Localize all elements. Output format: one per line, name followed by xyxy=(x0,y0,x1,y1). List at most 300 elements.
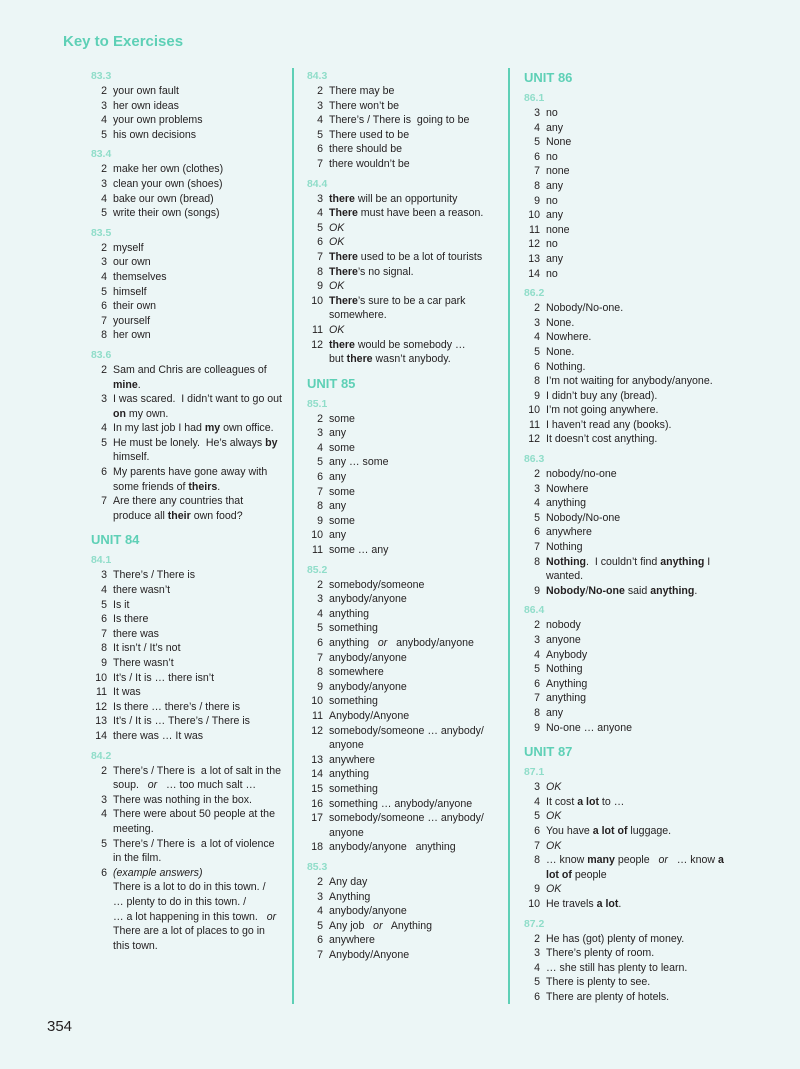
answer-text: there was xyxy=(113,627,159,640)
answer-text: There won’t be xyxy=(329,99,400,112)
answer-item xyxy=(524,853,727,882)
answer-text: any xyxy=(546,209,564,222)
exercise-heading: 84.1 xyxy=(91,555,112,567)
answer-number: 13 xyxy=(95,715,107,728)
answer-text: It cost a lot to … xyxy=(546,795,625,808)
answer-text: somebody/someone … anybody/ anyone xyxy=(329,812,487,839)
answer-number: 6 xyxy=(101,300,107,313)
answer-item xyxy=(524,633,724,648)
answer-item xyxy=(524,780,724,795)
answer-text: None. xyxy=(546,345,575,358)
answer-item xyxy=(307,797,497,812)
answer-text: some xyxy=(329,485,355,498)
answer-text: there wasn’t xyxy=(113,584,171,597)
answer-number xyxy=(91,910,107,925)
answer-item xyxy=(307,621,497,636)
answer-text: You have a lot of luggage. xyxy=(546,824,672,837)
answer-number: 4 xyxy=(534,331,540,344)
answer-item xyxy=(91,837,283,866)
answer-text: yourself xyxy=(113,314,151,327)
answer-number: 10 xyxy=(311,529,323,542)
answer-text: but there wasn’t anybody. xyxy=(329,353,451,366)
answer-text: make her own (clothes) xyxy=(113,163,224,176)
answer-item xyxy=(524,662,724,677)
answer-number: 2 xyxy=(317,578,323,591)
answer-number: 8 xyxy=(101,642,107,655)
answer-number: 5 xyxy=(534,663,540,676)
answer-number: 3 xyxy=(317,593,323,606)
answer-item xyxy=(91,714,283,729)
answer-text: himself xyxy=(113,285,147,298)
answer-text: Anything xyxy=(546,677,588,690)
answer-item xyxy=(524,374,724,389)
answer-text: some xyxy=(329,412,355,425)
answer-item xyxy=(307,279,497,294)
answer-number: 6 xyxy=(534,824,540,837)
answer-number: 6 xyxy=(534,990,540,1003)
answer-text: no xyxy=(546,150,558,163)
answer-item xyxy=(524,691,724,706)
answer-number: 10 xyxy=(311,695,323,708)
answer-number: 5 xyxy=(101,285,107,298)
answer-item xyxy=(91,206,283,221)
exercise-heading: 87.2 xyxy=(524,918,545,930)
answer-item xyxy=(524,179,724,194)
answer-text: … she still has plenty to learn. xyxy=(546,961,688,974)
answer-item xyxy=(91,465,283,494)
answer-text: Is there … there’s / there is xyxy=(113,700,240,713)
answer-item xyxy=(524,237,724,252)
answer-text: there should be xyxy=(329,143,403,156)
answer-item xyxy=(91,392,283,421)
answer-item xyxy=(307,753,497,768)
answer-item xyxy=(307,113,497,128)
answer-number: 4 xyxy=(101,422,107,435)
answer-text: any … some xyxy=(329,456,389,469)
exercise-heading: 83.5 xyxy=(91,227,112,239)
answer-text: It doesn’t cost anything. xyxy=(546,433,658,446)
answer-text: anybody/anyone anything xyxy=(329,841,456,854)
answer-text: There used to be a lot of tourists xyxy=(329,250,483,263)
answer-item xyxy=(91,685,283,700)
answer-item xyxy=(307,528,497,543)
answer-text: anything xyxy=(329,607,370,620)
answer-item xyxy=(91,910,283,925)
answer-number: 4 xyxy=(317,441,323,454)
answer-item xyxy=(307,636,497,651)
exercise-heading: 84.4 xyxy=(307,178,328,190)
answer-text: There is plenty to see. xyxy=(546,976,651,989)
answer-number: 3 xyxy=(101,393,107,406)
answer-text: OK xyxy=(546,781,562,794)
answer-text: OK xyxy=(329,221,345,234)
answer-text: themselves xyxy=(113,270,167,283)
answer-number: 6 xyxy=(317,934,323,947)
answer-item xyxy=(307,767,497,782)
answer-item xyxy=(524,418,724,433)
answer-item xyxy=(307,592,497,607)
answer-text: no xyxy=(546,267,558,280)
answer-number: 10 xyxy=(528,404,540,417)
answer-item xyxy=(91,880,283,895)
answer-text: I’m not waiting for anybody/anyone. xyxy=(546,375,713,388)
answer-column-3 xyxy=(524,70,727,1004)
answer-number: 6 xyxy=(317,236,323,249)
answer-text: anybody/anyone xyxy=(329,680,407,693)
answer-item xyxy=(91,128,283,143)
answer-item xyxy=(524,839,724,854)
answer-text: There’s / There is xyxy=(113,569,196,582)
answer-number: 4 xyxy=(534,497,540,510)
answer-text: nobody xyxy=(546,619,581,632)
answer-number: 2 xyxy=(101,241,107,254)
answer-number: 5 xyxy=(101,837,107,850)
answer-item xyxy=(524,316,724,331)
answer-number: 2 xyxy=(317,875,323,888)
column-divider xyxy=(508,68,510,1004)
answer-text: I’m not going anywhere. xyxy=(546,404,659,417)
exercise-heading: 84.2 xyxy=(91,750,112,762)
answer-number: 5 xyxy=(317,622,323,635)
answer-text: There must have been a reason. xyxy=(329,207,484,220)
answer-number: 4 xyxy=(534,121,540,134)
answer-number: 2 xyxy=(534,468,540,481)
answer-text: Nowhere xyxy=(546,482,589,495)
answer-item xyxy=(91,895,283,910)
answer-text: Nothing. xyxy=(546,360,586,373)
answer-item xyxy=(307,441,497,456)
answer-item xyxy=(524,555,724,584)
answer-item xyxy=(307,250,497,265)
answer-number: 12 xyxy=(528,238,540,251)
answer-item xyxy=(307,709,497,724)
exercise-heading: 87.1 xyxy=(524,767,545,779)
answer-text: There’s / There is a lot of violence in the film. xyxy=(113,837,278,865)
answer-number: 3 xyxy=(534,316,540,329)
answer-number: 11 xyxy=(96,686,107,699)
answer-text: There was nothing in the box. xyxy=(113,793,252,806)
answer-number: 5 xyxy=(317,221,323,234)
answer-number: 5 xyxy=(534,810,540,823)
answer-item xyxy=(307,412,497,427)
exercise-heading: 85.1 xyxy=(307,398,328,410)
answer-text: OK xyxy=(329,236,345,249)
answer-item xyxy=(307,694,497,709)
answer-number: 4 xyxy=(317,607,323,620)
answer-number: 3 xyxy=(534,107,540,119)
answer-number: 7 xyxy=(101,495,107,508)
answer-item xyxy=(307,543,497,558)
answer-text: It’s / It is … there isn’t xyxy=(113,671,215,684)
answer-item xyxy=(91,421,283,436)
answer-item xyxy=(91,84,283,99)
answer-number: 4 xyxy=(101,114,107,127)
answer-item xyxy=(91,671,283,686)
answer-number: 16 xyxy=(311,797,323,810)
answer-text: some xyxy=(329,514,355,527)
answer-item xyxy=(91,270,283,285)
answer-number: 2 xyxy=(317,85,323,97)
answer-item xyxy=(307,651,497,666)
exercise-heading: 86.2 xyxy=(524,288,545,300)
answer-text: no xyxy=(546,107,558,119)
answer-text: anybody/anyone xyxy=(329,593,407,606)
answer-text: It’s / It is … There’s / There is xyxy=(113,715,250,728)
answer-text: any xyxy=(546,706,564,719)
answer-number: 11 xyxy=(529,223,540,236)
answer-text: some … any xyxy=(329,544,389,557)
answer-item xyxy=(307,235,497,250)
exercise-heading: 86.1 xyxy=(524,93,545,104)
answer-text: anything xyxy=(546,692,587,705)
answer-item xyxy=(524,208,724,223)
answer-number: 7 xyxy=(317,651,323,664)
answer-number: 7 xyxy=(317,948,323,961)
answer-text: None. xyxy=(546,316,575,329)
answer-number: 5 xyxy=(101,128,107,141)
answer-number: 4 xyxy=(101,270,107,283)
answer-item xyxy=(91,285,283,300)
answer-text: your own fault xyxy=(113,85,179,97)
answer-item xyxy=(91,363,283,392)
answer-number: 12 xyxy=(311,338,323,351)
answer-number: 4 xyxy=(317,207,323,220)
answer-item xyxy=(524,403,724,418)
answer-text: write their own (songs) xyxy=(113,207,220,220)
answer-item xyxy=(524,882,724,897)
answer-number: 7 xyxy=(534,541,540,554)
answer-item xyxy=(524,677,724,692)
answer-text: Anybody/Anyone xyxy=(329,709,410,722)
answer-text: anybody/anyone xyxy=(329,651,407,664)
answer-number: 7 xyxy=(317,485,323,498)
answer-number: 9 xyxy=(534,721,540,734)
answer-text: Nobody/No-one xyxy=(546,511,621,524)
answer-text: He travels a lot. xyxy=(546,897,622,910)
answer-text: none xyxy=(546,165,570,178)
answer-number: 5 xyxy=(317,128,323,141)
answer-item xyxy=(91,793,283,808)
answer-number: 11 xyxy=(529,418,540,431)
answer-number: 9 xyxy=(534,883,540,896)
answer-item xyxy=(91,627,283,642)
answer-number: 2 xyxy=(317,412,323,425)
answer-text: there wouldn’t be xyxy=(329,157,410,170)
answer-item xyxy=(307,323,497,338)
answer-number: 3 xyxy=(534,482,540,495)
answer-number: 6 xyxy=(534,677,540,690)
answer-number: 3 xyxy=(534,634,540,646)
answer-text: myself xyxy=(113,241,144,254)
answer-item xyxy=(524,106,724,121)
answer-text: some xyxy=(329,441,355,454)
answer-number: 5 xyxy=(317,456,323,469)
answer-number: 7 xyxy=(534,839,540,852)
answer-item xyxy=(91,583,283,598)
answer-item xyxy=(524,345,724,360)
answer-item xyxy=(307,294,497,323)
answer-item xyxy=(524,932,724,947)
answer-item xyxy=(91,494,283,523)
answer-item xyxy=(91,729,283,744)
answer-item xyxy=(307,426,497,441)
answer-item xyxy=(91,598,283,613)
answer-text: Nowhere. xyxy=(546,331,592,344)
answer-text: Nothing xyxy=(546,663,583,676)
page-title: Key to Exercises xyxy=(63,33,184,50)
answer-item xyxy=(91,177,283,192)
answer-text: something xyxy=(329,622,378,635)
answer-text: OK xyxy=(329,323,345,336)
answer-item xyxy=(91,807,283,836)
answer-text: any xyxy=(329,529,347,542)
answer-item xyxy=(524,467,724,482)
answer-number: 6 xyxy=(101,866,107,879)
answer-item xyxy=(91,866,283,881)
answer-number: 13 xyxy=(311,753,323,766)
answer-column-1 xyxy=(91,70,283,953)
answer-number: 2 xyxy=(101,363,107,376)
answer-text: your own problems xyxy=(113,114,203,127)
answer-text: OK xyxy=(546,883,562,896)
answer-item xyxy=(524,267,724,282)
exercise-heading: 83.4 xyxy=(91,149,112,161)
answer-item xyxy=(524,389,724,404)
answer-item xyxy=(524,525,724,540)
answer-number: 5 xyxy=(534,976,540,989)
answer-item xyxy=(307,680,497,695)
answer-text: nobody/no-one xyxy=(546,468,617,481)
answer-number: 12 xyxy=(528,433,540,446)
answer-item xyxy=(524,824,724,839)
answer-item xyxy=(91,764,283,793)
answer-item xyxy=(524,721,724,736)
answer-number: 3 xyxy=(101,256,107,269)
answer-number: 13 xyxy=(528,252,540,265)
answer-text: anything xyxy=(546,497,587,510)
answer-item xyxy=(524,897,724,912)
answer-text: anywhere xyxy=(546,526,592,539)
answer-item xyxy=(307,724,497,753)
answer-text: our own xyxy=(113,256,151,269)
answer-text: none xyxy=(546,223,570,236)
answer-item xyxy=(91,192,283,207)
answer-number: 7 xyxy=(534,692,540,705)
answer-item xyxy=(524,946,724,961)
answer-text: It isn’t / It’s not xyxy=(113,642,181,655)
answer-number: 5 xyxy=(534,511,540,524)
answer-text: any xyxy=(546,252,564,265)
answer-text: there was … It was xyxy=(113,729,204,742)
answer-text: OK xyxy=(329,280,345,293)
answer-number: 8 xyxy=(534,179,540,192)
answer-number: 6 xyxy=(534,526,540,539)
answer-number: 3 xyxy=(534,781,540,794)
answer-number: 3 xyxy=(317,890,323,903)
unit-heading: UNIT 86 xyxy=(524,70,573,85)
answer-item xyxy=(307,206,497,221)
answer-item xyxy=(91,924,283,953)
answer-text: There are a lot of places to go in this town. xyxy=(113,925,268,952)
answer-item xyxy=(91,255,283,270)
answer-number: 8 xyxy=(317,666,323,679)
answer-number: 6 xyxy=(534,360,540,373)
answer-text: something xyxy=(329,695,378,708)
answer-item xyxy=(91,656,283,671)
answer-number: 8 xyxy=(534,854,540,867)
answer-number: 11 xyxy=(312,709,323,722)
answer-text: There’s no signal. xyxy=(329,265,414,278)
answer-item xyxy=(91,241,283,256)
answer-item xyxy=(524,648,724,663)
answer-item xyxy=(524,301,724,316)
answer-text: I haven’t read any (books). xyxy=(546,418,672,431)
answer-text: There’s / There is a lot of salt in the soup. or … too much salt … xyxy=(113,764,284,792)
answer-text: Are there any countries that produce all their own food? xyxy=(113,495,247,522)
answer-item xyxy=(307,499,497,514)
answer-text: somebody/someone xyxy=(329,578,425,591)
column-divider xyxy=(292,68,294,1004)
exercise-heading: 84.3 xyxy=(307,71,328,82)
answer-number: 3 xyxy=(101,569,107,582)
answer-item xyxy=(307,485,497,500)
answer-item xyxy=(307,192,497,207)
answer-number: 3 xyxy=(101,99,107,112)
answer-number: 9 xyxy=(317,280,323,293)
answer-text: anybody/anyone xyxy=(329,905,407,918)
answer-text: Anybody xyxy=(546,648,588,661)
answer-item xyxy=(307,578,497,593)
answer-text: No-one … anyone xyxy=(546,721,632,734)
answer-number: 6 xyxy=(534,150,540,163)
answer-text: … a lot happening in this town. or xyxy=(113,910,277,923)
answer-item xyxy=(524,482,724,497)
answer-column-2 xyxy=(307,70,497,962)
answer-number: 4 xyxy=(317,905,323,918)
answer-item xyxy=(307,919,497,934)
answer-text: Any day xyxy=(329,875,368,888)
answer-text: Nobody/No-one. xyxy=(546,302,624,315)
answer-number: 6 xyxy=(101,613,107,626)
answer-number: 2 xyxy=(534,619,540,632)
answer-item xyxy=(91,568,283,583)
answer-item xyxy=(307,470,497,485)
answer-item xyxy=(307,948,497,963)
answer-item xyxy=(91,641,283,656)
answer-number: 7 xyxy=(317,157,323,170)
answer-number: 12 xyxy=(95,700,107,713)
answer-text: bake our own (bread) xyxy=(113,192,214,205)
answer-text: clean your own (shoes) xyxy=(113,177,223,190)
answer-item xyxy=(307,840,497,855)
answer-number: 5 xyxy=(101,598,107,611)
answer-text: There used to be xyxy=(329,128,410,141)
answer-item xyxy=(524,961,724,976)
answer-item xyxy=(307,607,497,622)
answer-number: 6 xyxy=(317,143,323,156)
answer-number: 5 xyxy=(534,345,540,358)
answer-number: 4 xyxy=(101,584,107,597)
answer-item xyxy=(91,700,283,715)
answer-item xyxy=(524,511,724,526)
answer-text: anyone xyxy=(546,634,581,646)
answer-text: anywhere xyxy=(329,753,375,766)
answer-number: 6 xyxy=(101,466,107,479)
exercise-heading: 85.2 xyxy=(307,564,328,576)
answer-text: … plenty to do in this town. / xyxy=(113,895,247,908)
answer-number: 10 xyxy=(311,294,323,307)
answer-text: somebody/someone … anybody/ anyone xyxy=(329,724,487,752)
